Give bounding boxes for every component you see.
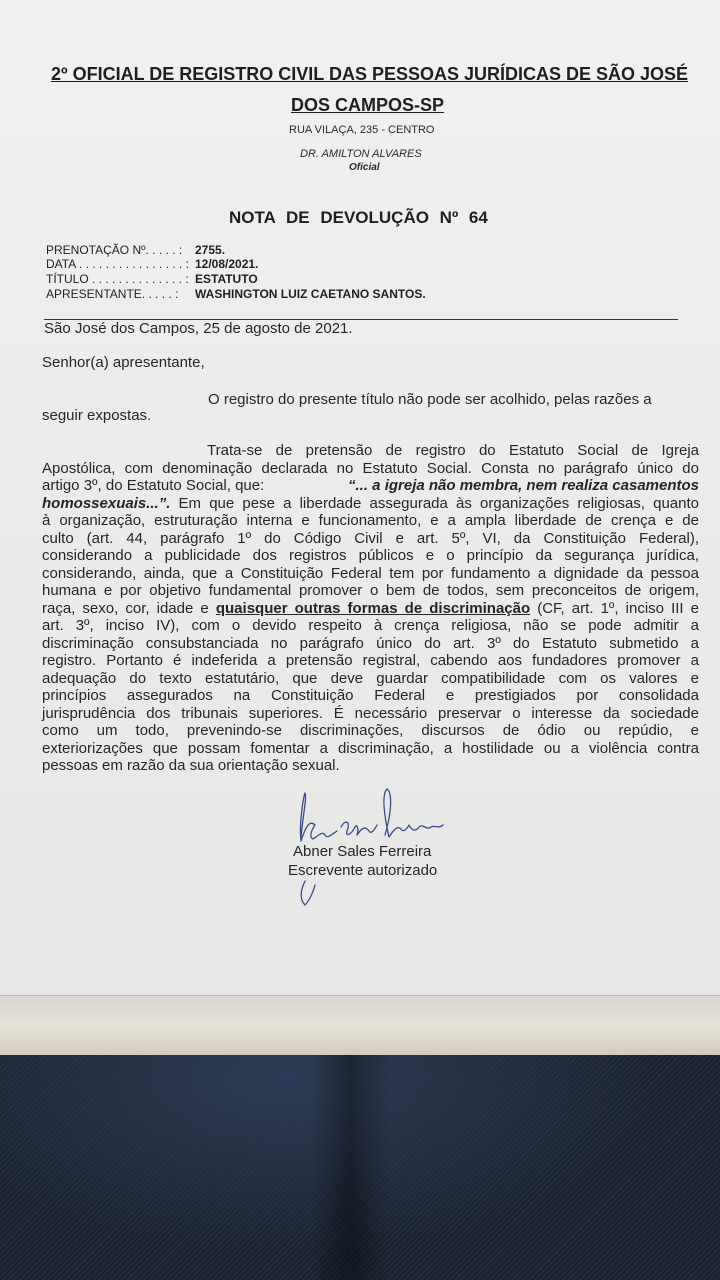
- official-role: Oficial: [349, 162, 380, 173]
- emphasized-phrase: quaisquer outras formas de discriminação: [215, 599, 531, 617]
- body-line: registro. Portanto é indeferida a pretensão registral, cabendo aos fundadores promover a: [42, 652, 699, 669]
- field-label-apresentante: APRESENTANTE. . . . . :: [46, 287, 179, 301]
- field-label-prenotacao: PRENOTAÇÃO Nº. . . . . :: [46, 243, 183, 257]
- body-line: [42, 477, 699, 495]
- document-title: NOTA DE DEVOLUÇÃO Nº 64: [229, 208, 488, 227]
- paper-stack-edge: [0, 995, 720, 1058]
- body-line: art. 3º, inciso IV), com o devido respeito à crença religiosa, não se pode admitir a: [42, 617, 699, 634]
- body-line: considerando a publicidade dos registros públicos e o princípio da segurança jurídica,: [42, 547, 699, 564]
- office-address: RUA VILAÇA, 235 - CENTRO: [289, 124, 435, 136]
- quoted-clause: “... a igreja não membra, nem realiza casamentos: [348, 477, 699, 494]
- body-line: pessoas em razão da sua orientação sexual.: [42, 757, 340, 774]
- body-line: [42, 495, 699, 513]
- body-line: discriminação consubstanciada no parágrafo único do art. 3º do Estatuto submetido a: [42, 634, 699, 652]
- body-line: jurisprudência dos tribunais superiores. É necessário preservar o interesse da sociedade: [42, 704, 699, 722]
- field-value-apresentante: WASHINGTON LUIZ CAETANO SANTOS.: [195, 287, 426, 301]
- body-line: princípios assegurados na Constituição Federal e prestigiados por consolidada: [42, 687, 699, 704]
- body-line-text: (CF, art. 1º, inciso III e: [530, 599, 700, 617]
- body-line: exteriorizações que possam fomentar a discriminação, a hostilidade ou a violência contra: [42, 739, 699, 757]
- intro-line-1: O registro do presente título não pode ser acolhido, pelas razões a: [208, 391, 652, 408]
- field-label-data: DATA . . . . . . . . . . . . . . . . :: [46, 257, 189, 271]
- field-value-data: 12/08/2021.: [195, 257, 259, 271]
- body-line-text: artigo 3º, do Estatuto Social, que:: [42, 477, 265, 494]
- office-name-line2: DOS CAMPOS-SP: [291, 95, 445, 115]
- field-label-titulo: TÍTULO . . . . . . . . . . . . . . :: [46, 272, 189, 286]
- body-line: adequação do texto estatutário, que deve guardar compatibilidade com os valores e: [42, 669, 699, 687]
- body-line-text: Em que pese a liberdade assegurada às organizações religiosas, quanto: [170, 494, 699, 512]
- official-name: DR. AMILTON ALVARES: [300, 148, 422, 160]
- office-name-line1: 2º OFICIAL DE REGISTRO CIVIL DAS PESSOAS JURÍDICAS DE SÃO JOSÉ: [51, 64, 689, 84]
- body-line: considerando, ainda, que a Constituição Federal tem por fundamento a dignidade da pessoa: [42, 564, 699, 582]
- field-value-titulo: ESTATUTO: [195, 272, 258, 286]
- signer-name: Abner Sales Ferreira: [293, 843, 432, 860]
- body-line: Trata-se de pretensão de registro do Estatuto Social de Igreja: [207, 442, 699, 459]
- field-value-prenotacao: 2755.: [195, 243, 226, 257]
- quoted-clause-end: homossexuais...”.: [42, 494, 171, 512]
- body-line: à organização, estruturação interna e funcionamento, e a ampla liberdade de crença e de: [42, 512, 699, 529]
- fabric-fold: [310, 1055, 390, 1280]
- body-line-text: raça, sexo, cor, idade e: [42, 599, 209, 617]
- body-line: culto (art. 44, parágrafo 1º do Código Civil e art. 5º, VI, da Constituição Federal),: [42, 529, 699, 547]
- body-line: [42, 600, 699, 618]
- date-line: São José dos Campos, 25 de agosto de 2021.: [44, 320, 353, 337]
- body-line: Apostólica, com denominação declarada no Estatuto Social. Consta no parágrafo único do: [42, 459, 699, 477]
- intro-line-2: seguir expostas.: [42, 407, 152, 424]
- greeting: Senhor(a) apresentante,: [42, 354, 205, 371]
- body-paragraph: [42, 442, 699, 775]
- body-line: como um todo, prevenindo-se discriminações, discursos de ódio ou repúdio, e: [42, 722, 699, 739]
- signer-role: Escrevente autorizado: [288, 862, 438, 879]
- body-line: humana e por objetivo fundamental promover o bem de todos, sem preconceitos de origem,: [42, 582, 699, 599]
